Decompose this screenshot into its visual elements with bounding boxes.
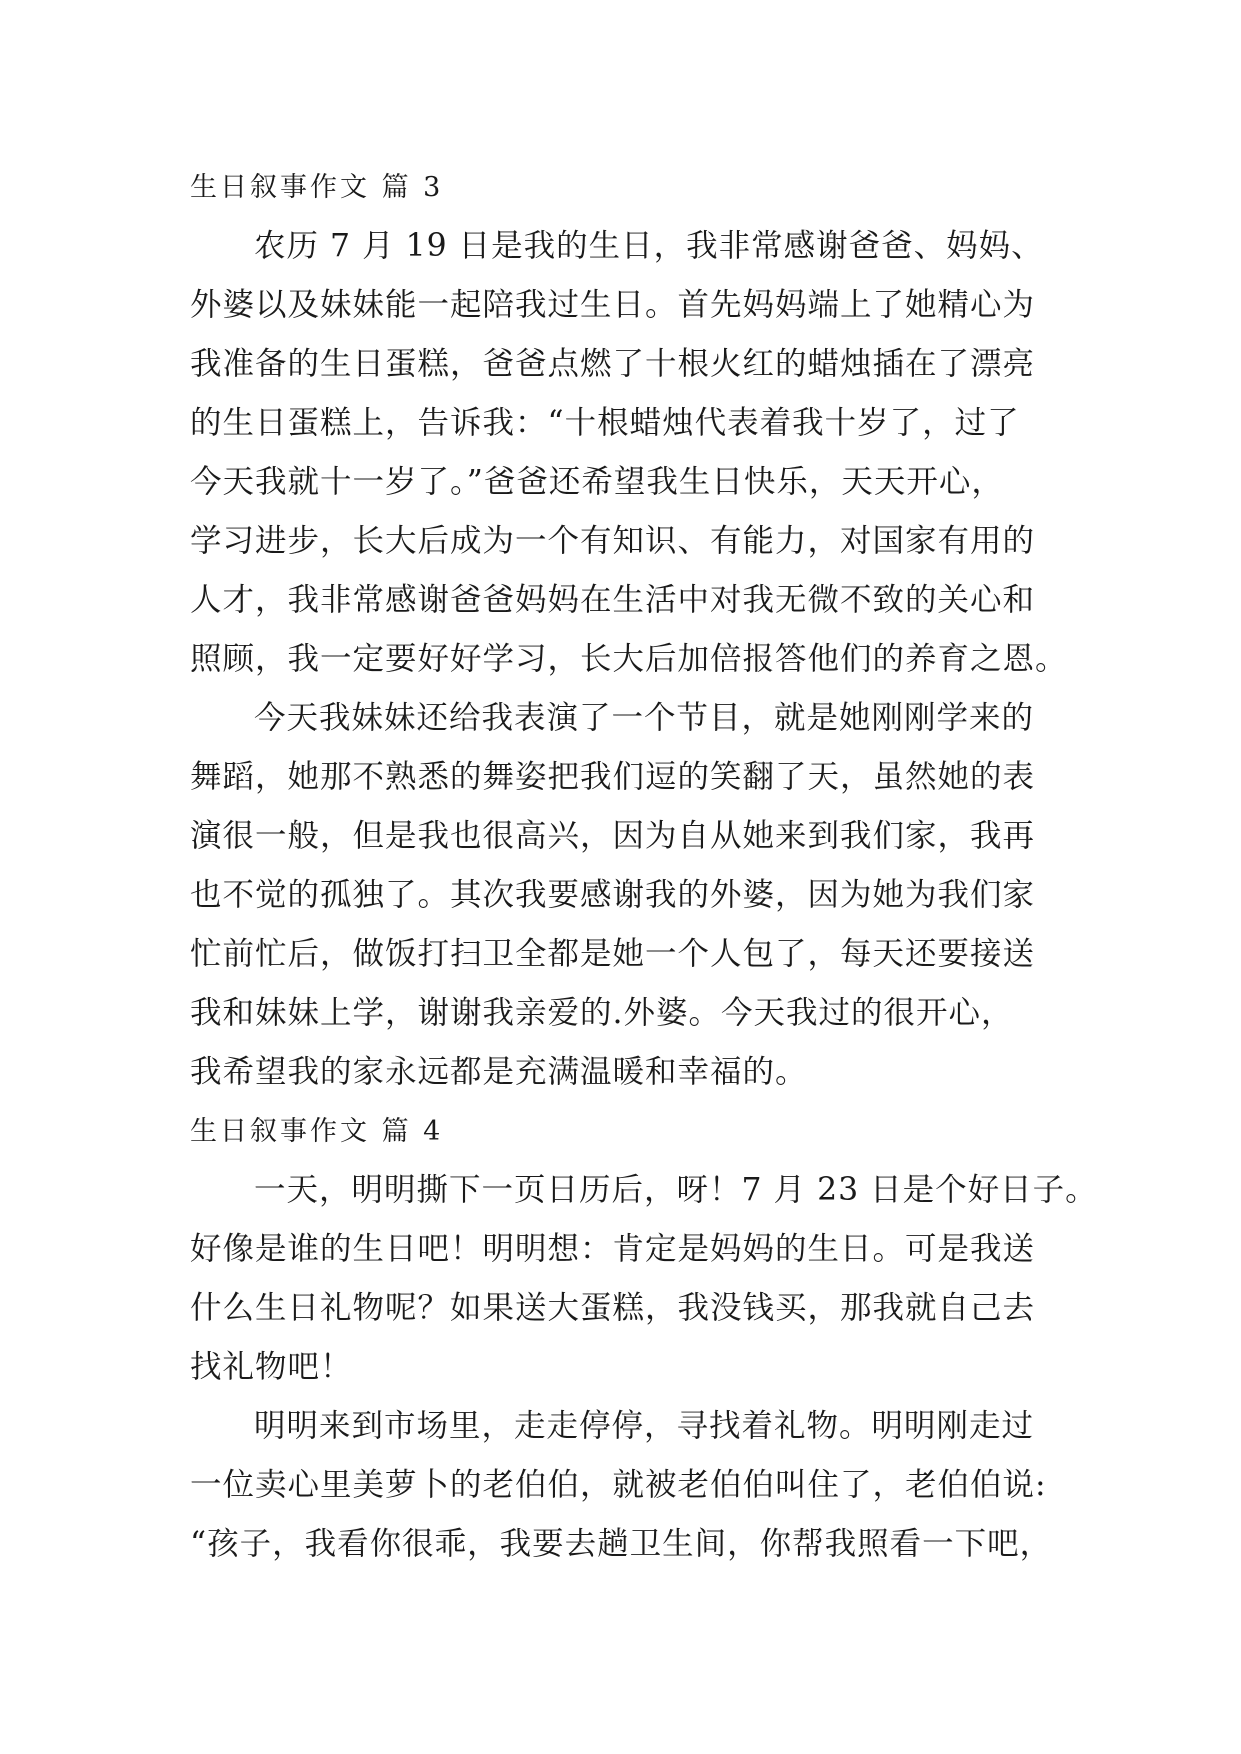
text-line: 照顾，我一定要好好学习，长大后加倍报答他们的养育之恩。: [190, 641, 1068, 677]
text-line: 演很一般，但是我也很高兴，因为自从她来到我们家，我再: [190, 818, 1036, 854]
text-line: 忙前忙后，做饭打扫卫全都是她一个人包了，每天还要接送: [190, 936, 1036, 972]
text-line: 找礼物吧！: [190, 1349, 353, 1385]
text-line: 我希望我的家永远都是充满温暖和幸福的。: [190, 1054, 808, 1090]
text-line: 今天我妹妹还给我表演了一个节目，就是她刚刚学来的: [254, 700, 1035, 736]
document-body: [190, 158, 1098, 1574]
section-heading: 生日叙事作文 篇 4: [190, 1116, 444, 1147]
paragraph: [190, 1397, 1053, 1574]
text-line: “孩子，我看你很乖，我要去趟卫生间，你帮我照看一下吧，: [190, 1526, 1053, 1562]
text-line: 也不觉的孤独了。其次我要感谢我的外婆，因为她为我们家: [190, 877, 1036, 913]
text-line: 什么生日礼物呢？如果送大蛋糕，我没钱买，那我就自己去: [190, 1290, 1036, 1326]
paragraph: [190, 217, 1068, 689]
paragraph: [190, 1161, 1098, 1397]
text-line: 我和妹妹上学，谢谢我亲爱的.外婆。今天我过的很开心，: [190, 995, 1014, 1031]
text-line: 好像是谁的生日吧！明明想：肯定是妈妈的生日。可是我送: [190, 1231, 1036, 1267]
text-line: 人才，我非常感谢爸爸妈妈在生活中对我无微不致的关心和: [190, 582, 1036, 618]
text-line: 一位卖心里美萝卜的老伯伯，就被老伯伯叫住了，老伯伯说:: [190, 1467, 1047, 1503]
paragraph: [190, 689, 1050, 1102]
text-line: 学习进步，长大后成为一个有知识、有能力，对国家有用的: [190, 523, 1036, 559]
text-line: 外婆以及妹妹能一起陪我过生日。首先妈妈端上了她精心为: [190, 287, 1036, 323]
text-line: 一天，明明撕下一页日历后，呀！7 月 23 日是个好日子。: [254, 1172, 1098, 1208]
text-line: 我准备的生日蛋糕，爸爸点燃了十根火红的蜡烛插在了漂亮: [190, 346, 1036, 382]
section-heading: 生日叙事作文 篇 3: [190, 172, 444, 203]
text-line: 的生日蛋糕上，告诉我：“十根蜡烛代表着我十岁了，过了: [190, 405, 1020, 441]
text-line: 农历 7 月 19 日是我的生日，我非常感谢爸爸、妈妈、: [254, 228, 1044, 264]
text-line: 舞蹈，她那不熟悉的舞姿把我们逗的笑翻了天，虽然她的表: [190, 759, 1036, 795]
text-line: 今天我就十一岁了。”爸爸还希望我生日快乐，天天开心，: [190, 464, 1004, 500]
text-line: 明明来到市场里，走走停停，寻找着礼物。明明刚走过: [254, 1408, 1035, 1444]
